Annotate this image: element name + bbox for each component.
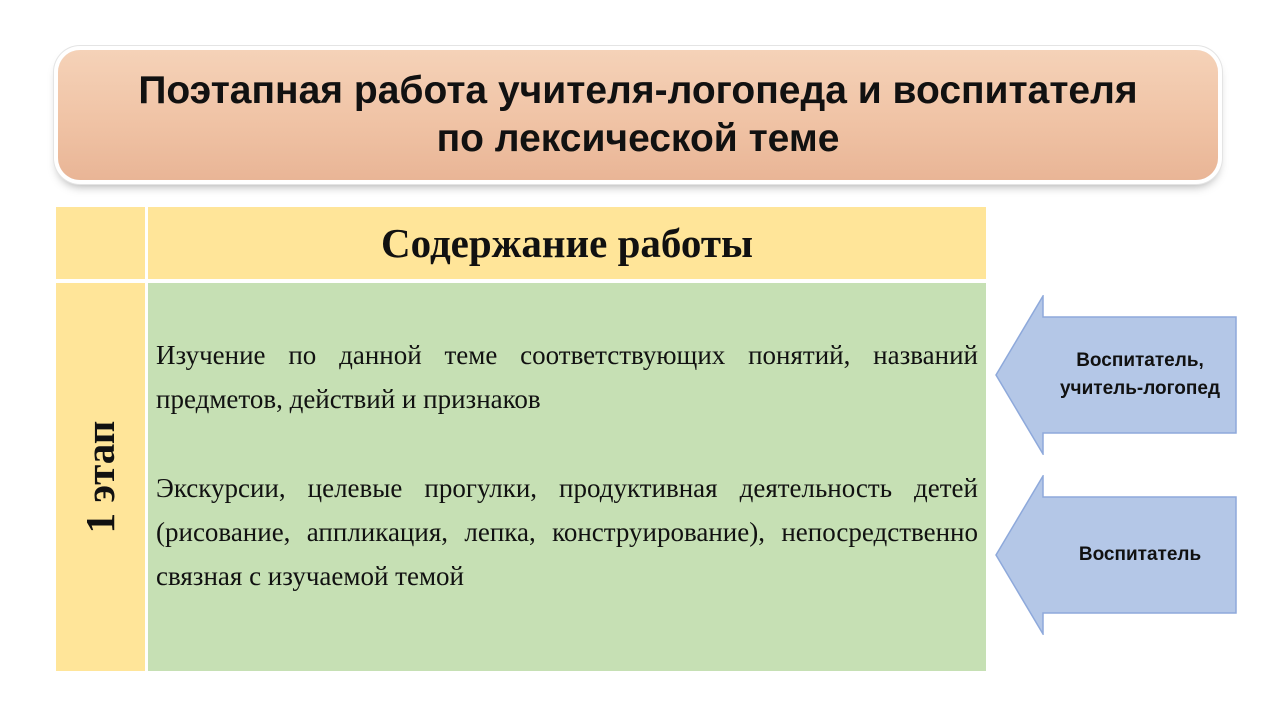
content-paragraph-1: Изучение по данной теме соответствующих понятий, названий предметов, действий и признаков xyxy=(156,340,978,414)
arrow-label-1-line-2: учитель-логопед xyxy=(1059,378,1221,399)
slide-title-banner xyxy=(58,50,1218,180)
slide-title-line-2: по лексической теме xyxy=(436,117,840,160)
arrow-label-2 xyxy=(1043,495,1237,615)
content-cell xyxy=(148,283,986,671)
left-arrow-callout-2 xyxy=(995,475,1237,635)
stage-cell xyxy=(56,283,145,671)
work-content-table xyxy=(56,207,986,671)
table-header-corner-cell xyxy=(56,207,145,279)
slide-title-line-1: Поэтапная работа учителя-логопеда и воспитателя xyxy=(138,69,1138,112)
left-arrow-callout-1 xyxy=(995,295,1237,455)
content-paragraph-2: Экскурсии, целевые прогулки, продуктивная деятельность детей (рисование, аппликация, лепка, конструирование), непосредственно связная с изучаемой темой xyxy=(156,473,978,591)
arrow-label-1 xyxy=(1043,315,1237,435)
table-header-cell xyxy=(148,207,986,279)
table-header-text: Содержание работы xyxy=(381,220,753,266)
arrow-label-1-line-1: Воспитатель, xyxy=(1076,350,1204,371)
stage-label: 1 этап xyxy=(77,420,123,534)
arrow-label-2-line-1: Воспитатель xyxy=(1078,544,1202,565)
